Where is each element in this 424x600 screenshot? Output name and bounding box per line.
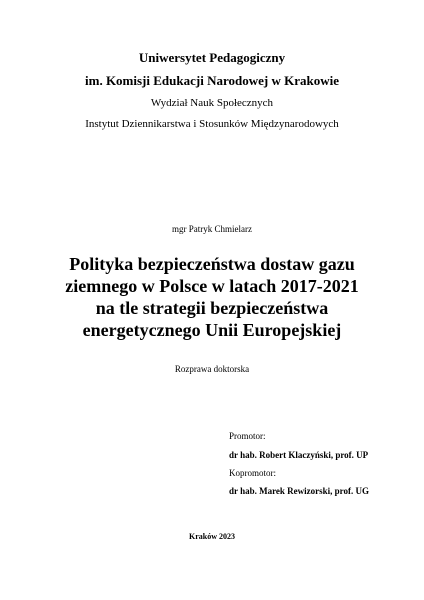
place-and-year: Kraków 2023 [189,532,235,541]
university-full-name: im. Komisji Edukacji Narodowej w Krakowie [85,73,339,88]
thesis-title [0,253,424,341]
author-name: mgr Patryk Chmielarz [172,224,252,234]
kopromotor-label: Kopromotor: [229,468,276,478]
university-name: Uniwersytet Pedagogiczny [138,50,286,65]
kopromotor-name: dr hab. Marek Rewizorski, prof. UG [229,486,370,496]
thesis-title-line: ziemnego w Polsce w latach 2017-2021 [65,276,359,296]
promotor-name: dr hab. Robert Klaczyński, prof. UP [229,450,369,460]
document-type: Rozprawa doktorska [174,364,250,374]
thesis-title-line: energetycznego Unii Europejskiej [82,320,342,340]
thesis-title-line: na tle strategii bezpieczeństwa [95,298,329,318]
thesis-title-line: Polityka bezpieczeństwa dostaw gazu [69,254,355,274]
faculty-name: Wydział Nauk Społecznych [150,97,274,109]
institute-name: Instytut Dziennikarstwa i Stosunków Międzynarodowych [85,118,339,130]
promotor-label: Promotor: [229,431,266,441]
